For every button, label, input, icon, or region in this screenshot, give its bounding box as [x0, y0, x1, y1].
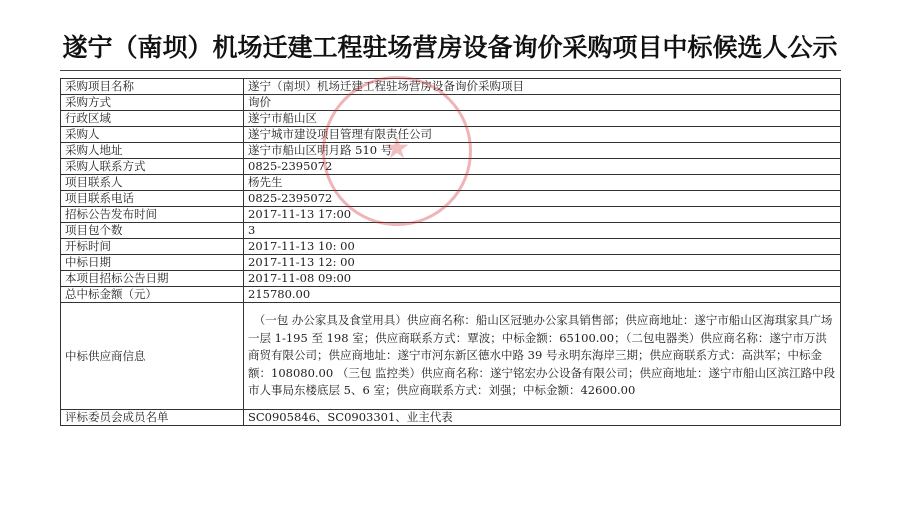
table-row — [61, 303, 841, 410]
row-value: 遂宁市船山区 — [244, 111, 841, 127]
table-row — [61, 410, 841, 426]
row-value: 2017-11-13 10: 00 — [244, 239, 841, 255]
row-label: 行政区域 — [61, 111, 244, 127]
row-value: 2017-11-08 09:00 — [244, 271, 841, 287]
table-row — [61, 79, 841, 95]
announcement-table — [60, 78, 841, 426]
table-row — [61, 239, 841, 255]
row-value: 询价 — [244, 95, 841, 111]
seal-star-icon: ★ — [383, 131, 411, 166]
table-row — [61, 111, 841, 127]
row-value: 杨先生 — [244, 175, 841, 191]
row-value: 0825-2395072 — [244, 191, 841, 207]
row-label: 总中标金额（元） — [61, 287, 244, 303]
row-label: 项目联系人 — [61, 175, 244, 191]
table-row — [61, 223, 841, 239]
row-label: 评标委员会成员名单 — [61, 410, 244, 426]
row-label: 采购人地址 — [61, 143, 244, 159]
table-row — [61, 159, 841, 175]
title-divider — [60, 70, 841, 71]
row-value: 3 — [244, 223, 841, 239]
table-row — [61, 127, 841, 143]
page-title: 遂宁（南坝）机场迁建工程驻场营房设备询价采购项目中标候选人公示 — [62, 33, 838, 62]
row-value: 遂宁（南坝）机场迁建工程驻场营房设备询价采购项目 — [244, 79, 841, 95]
row-value: 遂宁市船山区明月路 510 号 — [244, 143, 841, 159]
row-value: SC0905846、SC0903301、业主代表 — [244, 410, 841, 426]
supplier-info-value: （一包 办公家具及食堂用具）供应商名称：船山区冠驰办公家具销售部；供应商地址：遂宁市船山区海琪家具广场一层 1-195 至 198 室；供应商联系方式：覃波；中标金额：65100.00；（二包电器类）供应商名称：遂宁市万洪商贸有限公司；供应商地址：遂宁市河东新区德水中路 39 号永明东海岸三期；供应商联系方式：高洪军；中标金额：108080.00 （三包 监控类）供应商名称：遂宁铭宏办公设备有限公司；供应商地址：遂宁市船山区滨江路中段市人事局东楼底层 5、6 室；供应商联系方式：刘强；中标金额：42600.00 — [244, 303, 841, 410]
row-label: 项目联系电话 — [61, 191, 244, 207]
row-value: 2017-11-13 17:00 — [244, 207, 841, 223]
row-label: 中标供应商信息 — [61, 303, 244, 410]
row-label: 采购人 — [61, 127, 244, 143]
table-row — [61, 191, 841, 207]
row-label: 项目包个数 — [61, 223, 244, 239]
row-label: 招标公告发布时间 — [61, 207, 244, 223]
table-row — [61, 207, 841, 223]
row-value: 遂宁城市建设项目管理有限责任公司 — [244, 127, 841, 143]
row-label: 采购方式 — [61, 95, 244, 111]
row-label: 本项目招标公告日期 — [61, 271, 244, 287]
row-label: 采购人联系方式 — [61, 159, 244, 175]
row-value: 215780.00 — [244, 287, 841, 303]
row-value: 2017-11-13 12: 00 — [244, 255, 841, 271]
table-row — [61, 255, 841, 271]
table-row — [61, 287, 841, 303]
table-row — [61, 95, 841, 111]
table-row — [61, 271, 841, 287]
row-label: 采购项目名称 — [61, 79, 244, 95]
row-label: 中标日期 — [61, 255, 244, 271]
table-row — [61, 143, 841, 159]
row-label: 开标时间 — [61, 239, 244, 255]
row-value: 0825-2395072 — [244, 159, 841, 175]
table-row — [61, 175, 841, 191]
